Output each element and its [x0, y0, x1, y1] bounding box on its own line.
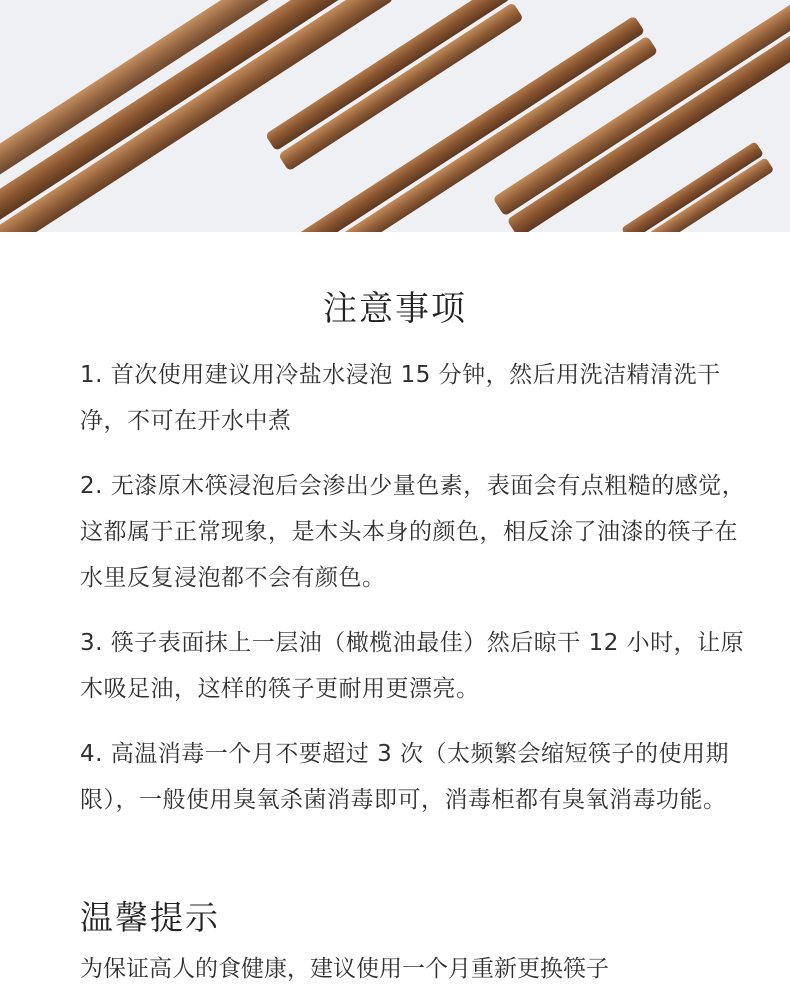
- tips-title: 温馨提示: [80, 898, 220, 937]
- notice-item-2: 2. 无漆原木筷浸泡后会渗出少量色素，表面会有点粗糙的感觉，这都属于正常现象，是木头本身的颜色，相反涂了油漆的筷子在水里反复浸泡都不会有颜色。: [80, 473, 746, 591]
- notice-item-1: 1. 首次使用建议用冷盐水浸泡 15 分钟，然后用洗洁精清洗干净，不可在开水中煮: [80, 362, 721, 434]
- notice-item-3: 3. 筷子表面抹上一层油（橄榄油最佳）然后晾干 12 小时，让原木吸足油，这样的筷子更耐用更漂亮。: [80, 630, 745, 702]
- wooden-chopsticks-image: [0, 0, 790, 232]
- notice-item-4: 4. 高温消毒一个月不要超过 3 次（太频繁会缩短筷子的使用期限），一般使用臭氧杀菌消毒即可，消毒柜都有臭氧消毒功能。: [80, 741, 730, 813]
- chopsticks-photo: [0, 0, 790, 232]
- notice-list: [80, 352, 760, 842]
- tips-text: 为保证高人的食健康，建议使用一个月重新更换筷子: [80, 956, 609, 982]
- notice-title: 注意事项: [323, 289, 467, 329]
